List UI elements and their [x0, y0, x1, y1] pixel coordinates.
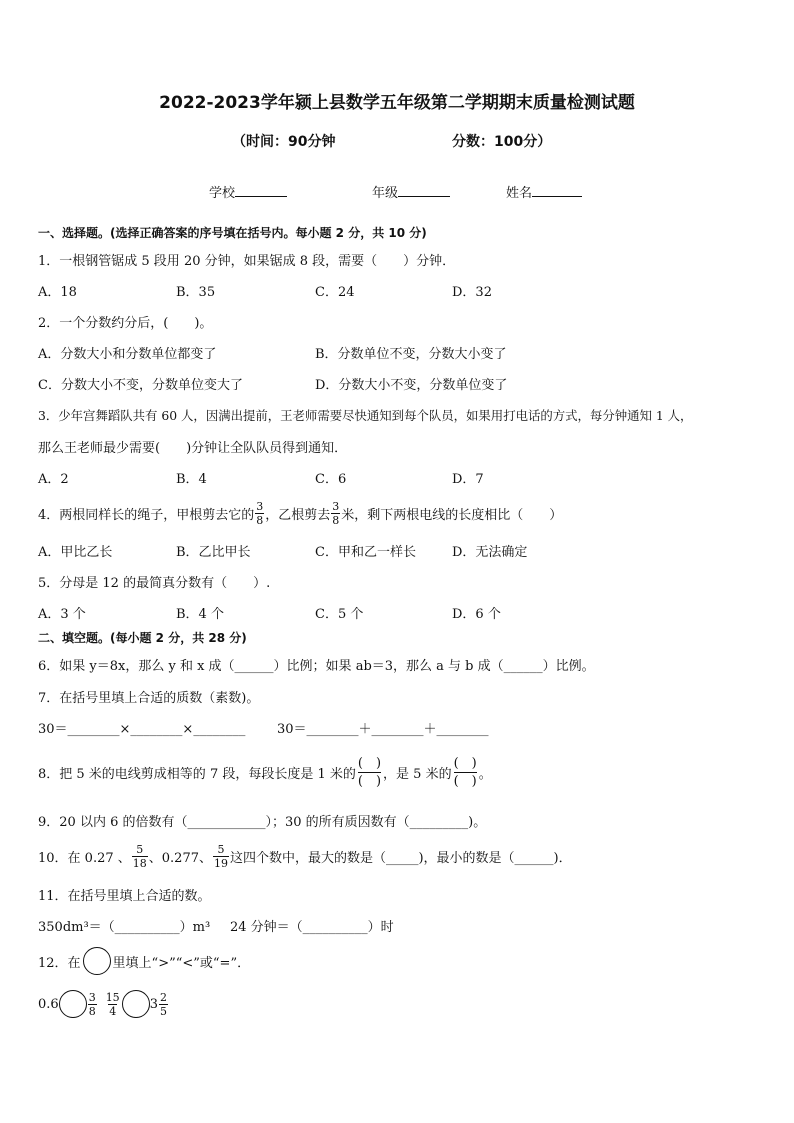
q10-text-2: 、0.277、 — [148, 850, 212, 866]
q8-text-1: 8．把 5 米的电线剪成相等的 7 段，每段长度是 1 米的 — [38, 766, 356, 782]
q12-b-right-numerator: 2 — [159, 990, 167, 1004]
page-title: 2022-2023学年颍上县数学五年级第二学期期末质量检测试题 — [159, 93, 635, 113]
grade-field[interactable] — [372, 182, 450, 201]
name-label: 姓名 — [506, 186, 533, 201]
q3-option-d: D．7 — [452, 472, 484, 487]
q5-option-a: A．3 个 — [38, 607, 86, 622]
question-12 — [38, 946, 250, 976]
q8-fraction-1-denominator: ( ) — [357, 773, 382, 789]
school-field[interactable] — [209, 182, 287, 201]
q8-text-3: 。 — [478, 766, 492, 782]
question-1: 1．一根钢管锯成 5 段用 20 分钟，如果锯成 8 段，需要（ ）分钟． — [38, 254, 456, 269]
q1-option-c: C．24 — [315, 285, 355, 300]
q3-option-c: C．6 — [315, 472, 347, 487]
q7-equation-product: 30＝________×________×________ — [38, 722, 246, 737]
q5-option-b: B．4 个 — [176, 607, 224, 622]
question-6: 6．如果 y＝8x，那么 y 和 x 成（______）比例；如果 ab＝3，那么 a 与 b 成（______）比例。 — [38, 659, 595, 674]
q5-option-d: D．6 个 — [452, 607, 501, 622]
q4-fraction-1-numerator: 3 — [256, 499, 264, 513]
q8-answer-fraction-1[interactable] — [358, 757, 381, 788]
school-label: 学校 — [209, 186, 236, 201]
name-field[interactable] — [506, 182, 582, 201]
q12-b-right-whole: 3 — [149, 996, 158, 1012]
question-3-line-2: 那么王老师最少需要( )分钟让全队队员得到通知． — [38, 441, 348, 456]
question-4 — [38, 496, 562, 530]
q3-option-b: B．4 — [176, 472, 207, 487]
q3-option-a: A．2 — [38, 472, 69, 487]
q4-text-2: ，乙根剪去 — [265, 507, 331, 523]
q12-a-right-numerator: 3 — [88, 990, 96, 1004]
q10-fraction-2-numerator: 5 — [217, 842, 225, 856]
question-8 — [38, 748, 492, 796]
question-10 — [38, 838, 572, 874]
q4-fraction-2 — [331, 501, 340, 526]
q4-fraction-2-denominator: 8 — [332, 513, 340, 527]
q12-b-left-fraction — [105, 992, 121, 1017]
grade-label: 年级 — [372, 186, 399, 201]
section-fill-heading: 二、填空题。(每小题 2 分，共 28 分) — [38, 631, 247, 645]
q4-text-1: 4．两根同样长的绳子，甲根剪去它的 — [38, 507, 255, 523]
q1-option-b: B．35 — [176, 285, 216, 300]
q10-text-3: 这四个数中，最大的数是（_____)，最小的数是（______)． — [229, 850, 572, 866]
q10-fraction-2-denominator: 19 — [213, 856, 228, 870]
q12-a-right-fraction — [88, 992, 97, 1017]
question-3-line-1: 3．少年宫舞蹈队共有 60 人，因满出提前，王老师需要尽快通知到每个队员，如果用打电话的方式，每分钟通知 1 人， — [38, 408, 693, 423]
q8-answer-fraction-2[interactable] — [454, 757, 477, 788]
exam-score: 分数：100分） — [452, 134, 552, 150]
q12-b-left-numerator: 15 — [105, 990, 120, 1004]
q12-comparisons — [38, 984, 169, 1024]
question-7: 7．在括号里填上合适的质数（素数)。 — [38, 691, 260, 706]
q4-text-3: 米，剩下两根电线的长度相比（ ） — [341, 507, 563, 523]
q8-fraction-1-numerator: ( ) — [357, 755, 382, 771]
q12-text-1: 12．在 — [38, 955, 81, 971]
q4-fraction-1 — [255, 501, 264, 526]
q12-text-2: 里填上“>”“<”或“=”． — [112, 955, 251, 971]
q12-a-right-denominator: 8 — [88, 1004, 96, 1018]
q10-fraction-2 — [213, 844, 229, 869]
q12-answer-circle-2[interactable] — [122, 990, 150, 1018]
q11-time-conversion: 24 分钟＝（__________）时 — [230, 920, 394, 935]
q4-option-c: C．甲和乙一样长 — [315, 545, 416, 560]
q2-option-d: D．分数大小不变，分数单位变了 — [315, 378, 508, 393]
q12-example-circle — [83, 947, 111, 975]
q2-option-b: B．分数单位不变，分数大小变了 — [315, 347, 507, 362]
q8-fraction-2-numerator: ( ) — [453, 755, 477, 771]
q8-fraction-2-denominator: ( ) — [453, 773, 477, 789]
question-2: 2．一个分数约分后，( )。 — [38, 316, 213, 331]
q2-option-c: C．分数大小不变，分数单位变大了 — [38, 378, 243, 393]
q12-b-right-fraction — [159, 992, 168, 1017]
question-9: 9．20 以内 6 的倍数有（____________）；30 的所有质因数有（_________)。 — [38, 815, 487, 830]
q11-volume-conversion: 350dm³＝（__________）m³ — [38, 920, 211, 935]
question-11: 11．在括号里填上合适的数。 — [38, 889, 211, 904]
q10-fraction-1 — [132, 844, 148, 869]
q2-option-a: A．分数大小和分数单位都变了 — [38, 347, 217, 362]
question-5: 5．分母是 12 的最简真分数有（ ）. — [38, 576, 271, 591]
q4-option-b: B．乙比甲长 — [176, 545, 251, 560]
q8-text-2: ，是 5 米的 — [383, 766, 452, 782]
q12-b-left-denominator: 4 — [109, 1004, 117, 1018]
q7-equation-sum: 30＝________＋________＋________ — [277, 722, 489, 737]
q5-option-c: C．5 个 — [315, 607, 364, 622]
q1-option-a: A．18 — [38, 285, 77, 300]
exam-time: （时间：90分钟 — [232, 134, 336, 150]
q12-answer-circle-1[interactable] — [59, 990, 87, 1018]
q4-fraction-2-numerator: 3 — [332, 499, 340, 513]
section-choice-heading: 一、选择题。(选择正确答案的序号填在括号内。每小题 2 分，共 10 分) — [38, 226, 427, 240]
q10-text-1: 10．在 0.27 、 — [38, 850, 131, 866]
q10-fraction-1-numerator: 5 — [136, 842, 144, 856]
q4-fraction-1-denominator: 8 — [256, 513, 264, 527]
q12-b-right-denominator: 5 — [159, 1004, 167, 1018]
q10-fraction-1-denominator: 18 — [132, 856, 147, 870]
q1-option-d: D．32 — [452, 285, 492, 300]
q4-option-a: A．甲比乙长 — [38, 545, 113, 560]
q4-option-d: D．无法确定 — [452, 545, 528, 560]
q12-a-left: 0.6 — [38, 996, 59, 1012]
